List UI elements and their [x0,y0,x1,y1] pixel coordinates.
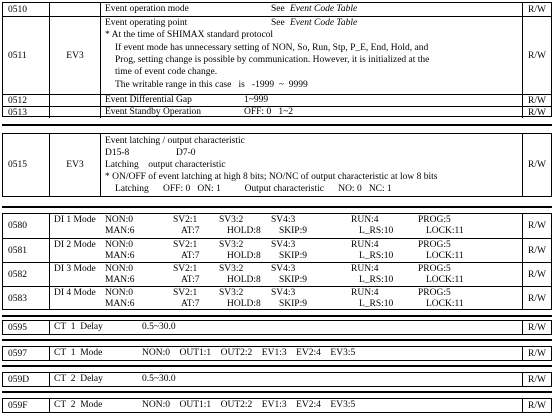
di-option: NON:0 [105,215,133,225]
description-cell: Event Standby Operation OFF: 0 1~2 [101,107,523,118]
rw-cell: R/W [528,293,546,304]
table-row-0513 [3,106,551,118]
di-option: SV3:2 [219,240,244,250]
section-divider [2,391,552,393]
di-option: PROG:5 [418,215,451,225]
address-cell: 059F [3,399,50,412]
address-text: 0581 [8,246,27,256]
di-option: SV2:1 [173,264,198,274]
address-text: 0583 [8,294,27,304]
di-option: NON:0 [105,288,133,298]
table-row-0582 [3,262,551,286]
address-cell: 0511 [3,17,50,94]
di-option: AT:7 [181,299,200,309]
description-cell: Event Differential Gap 1~999 [101,95,523,106]
di-option: SKIP:9 [279,251,307,261]
description-cell: Event latching / output characteristic D15-8 D7-0 Latching output characteristic * ON/OFF of event latching at high 8 bits; NO/NC of output characteristic at low 8 bits Latching OFF: 0 ON: 1 Output characteristic NO: 0 NC: 1 [101,134,523,196]
table-event-latching [2,133,552,197]
address-cell: 0597 [3,347,50,360]
address-text: 0582 [8,270,27,280]
di-option: SKIP:9 [279,226,307,236]
table-row-059F [2,398,552,413]
address-cell: 059D [3,373,50,386]
di-option: L_RS:10 [359,275,394,285]
di-option: SV3:2 [219,288,244,298]
di-option: SV3:2 [219,264,244,274]
description-cell [50,399,523,412]
section-divider [2,339,552,341]
di-option: SV3:2 [219,215,244,225]
table-event-settings [2,2,552,117]
di-option: MAN:6 [105,299,135,309]
table-row-059D [2,372,552,387]
di-option: L_RS:10 [359,299,394,309]
rw-cell: R/W [528,95,546,106]
description-cell [50,373,523,386]
di-option: SV2:1 [173,288,198,298]
description-cell [50,287,523,310]
table-row-0597 [2,346,552,361]
di-option: RUN:4 [351,264,379,274]
di-option: RUN:4 [351,215,379,225]
group-cell: EV3 [50,17,101,94]
rw-cell: R/W [528,50,546,61]
di-option: RUN:4 [351,288,379,298]
di-option: SKIP:9 [279,299,307,309]
ct-label: CT 2 Delay [54,374,103,384]
address-text: 0580 [8,221,27,231]
di-option: MAN:6 [105,226,135,236]
ct-label: CT 1 Delay [54,322,103,332]
di-option: HOLD:8 [227,226,261,236]
address-cell: 0595 [3,321,50,334]
di-mode-label: DI 2 Mode [54,240,96,250]
di-option: SV2:1 [173,240,198,250]
address-cell [3,287,50,310]
table-row-0580 [3,214,551,238]
di-option: LOCK:11 [426,226,464,236]
di-mode-label: DI 4 Mode [54,288,96,298]
description-cell [50,239,523,262]
address-cell: 0512 [3,95,50,106]
rw-cell: R/W [528,245,546,256]
table-row-0583 [3,286,551,310]
di-mode-label: DI 3 Mode [54,264,96,274]
address-cell [3,263,50,286]
table-row-0511 [3,16,551,94]
table-row-0510 [3,3,551,16]
di-option: NON:0 [105,264,133,274]
rw-cell: R/W [528,400,546,411]
section-divider [2,206,552,208]
di-option: PROG:5 [418,264,451,274]
di-mode-label: DI 1 Mode [54,215,96,225]
address-cell: 0515 [3,134,50,196]
di-option: PROG:5 [418,240,451,250]
di-option: MAN:6 [105,275,135,285]
ct-value: NON:0 OUT1:1 OUT2:2 EV1:3 EV2:4 EV3:5 [142,348,356,358]
table-row-0595 [2,320,552,335]
di-option: SV4:3 [271,215,296,225]
section-divider [2,124,552,126]
rw-cell: R/W [528,160,546,170]
di-option: PROG:5 [418,288,451,298]
table-row-0515 [3,134,551,196]
di-option: RUN:4 [351,240,379,250]
di-option: SV4:3 [271,264,296,274]
section-divider [2,315,552,317]
description-cell [50,347,523,360]
table-row-0581 [3,238,551,262]
table-di-modes [2,213,552,310]
di-option: SV4:3 [271,240,296,250]
table-row-0512 [3,94,551,106]
di-option: HOLD:8 [227,275,261,285]
di-option: LOCK:11 [426,251,464,261]
di-option: HOLD:8 [227,299,261,309]
di-option: NON:0 [105,240,133,250]
address-cell [3,214,50,238]
rw-cell: R/W [528,269,546,280]
di-option: SKIP:9 [279,275,307,285]
di-option: SV2:1 [173,215,198,225]
description-cell: Event operation mode See Event Code Table [101,3,523,16]
description-cell [50,321,523,334]
ct-label: CT 1 Mode [54,348,103,358]
rw-cell: R/W [528,4,546,15]
address-cell: 0510 [3,3,50,16]
description-cell: Event operating point See Event Code Table * At the time of SHIMAX standard protocol If event mode has unnecessary setting of NON, So, Run, Stp, P_E, End, Hold, and Prog, setting change is possible by communication. However, it is initialized at the time of event code change. The writable range in this case is -1999 ~ 9999 [101,17,523,94]
di-option: MAN:6 [105,251,135,261]
address-cell: 0513 [3,107,50,118]
rw-cell: R/W [528,348,546,359]
di-option: AT:7 [181,275,200,285]
di-option: LOCK:11 [426,299,464,309]
rw-cell: R/W [528,374,546,385]
di-option: L_RS:10 [359,251,394,261]
rw-cell: R/W [528,322,546,333]
ct-value: 0.5~30.0 [142,322,176,332]
section-divider [2,365,552,367]
address-cell [3,239,50,262]
di-option: L_RS:10 [359,226,394,236]
di-option: AT:7 [181,226,200,236]
ct-label: CT 2 Mode [54,400,103,410]
di-option: SV4:3 [271,288,296,298]
description-cell [50,214,523,238]
di-option: LOCK:11 [426,275,464,285]
di-option: AT:7 [181,251,200,261]
rw-cell: R/W [528,221,546,231]
ct-value: NON:0 OUT1:1 OUT2:2 EV1:3 EV2:4 EV3:5 [142,400,356,410]
ct-value: 0.5~30.0 [142,374,176,384]
group-cell: EV3 [50,134,101,196]
description-cell [50,263,523,286]
di-option: HOLD:8 [227,251,261,261]
rw-cell: R/W [528,107,546,118]
